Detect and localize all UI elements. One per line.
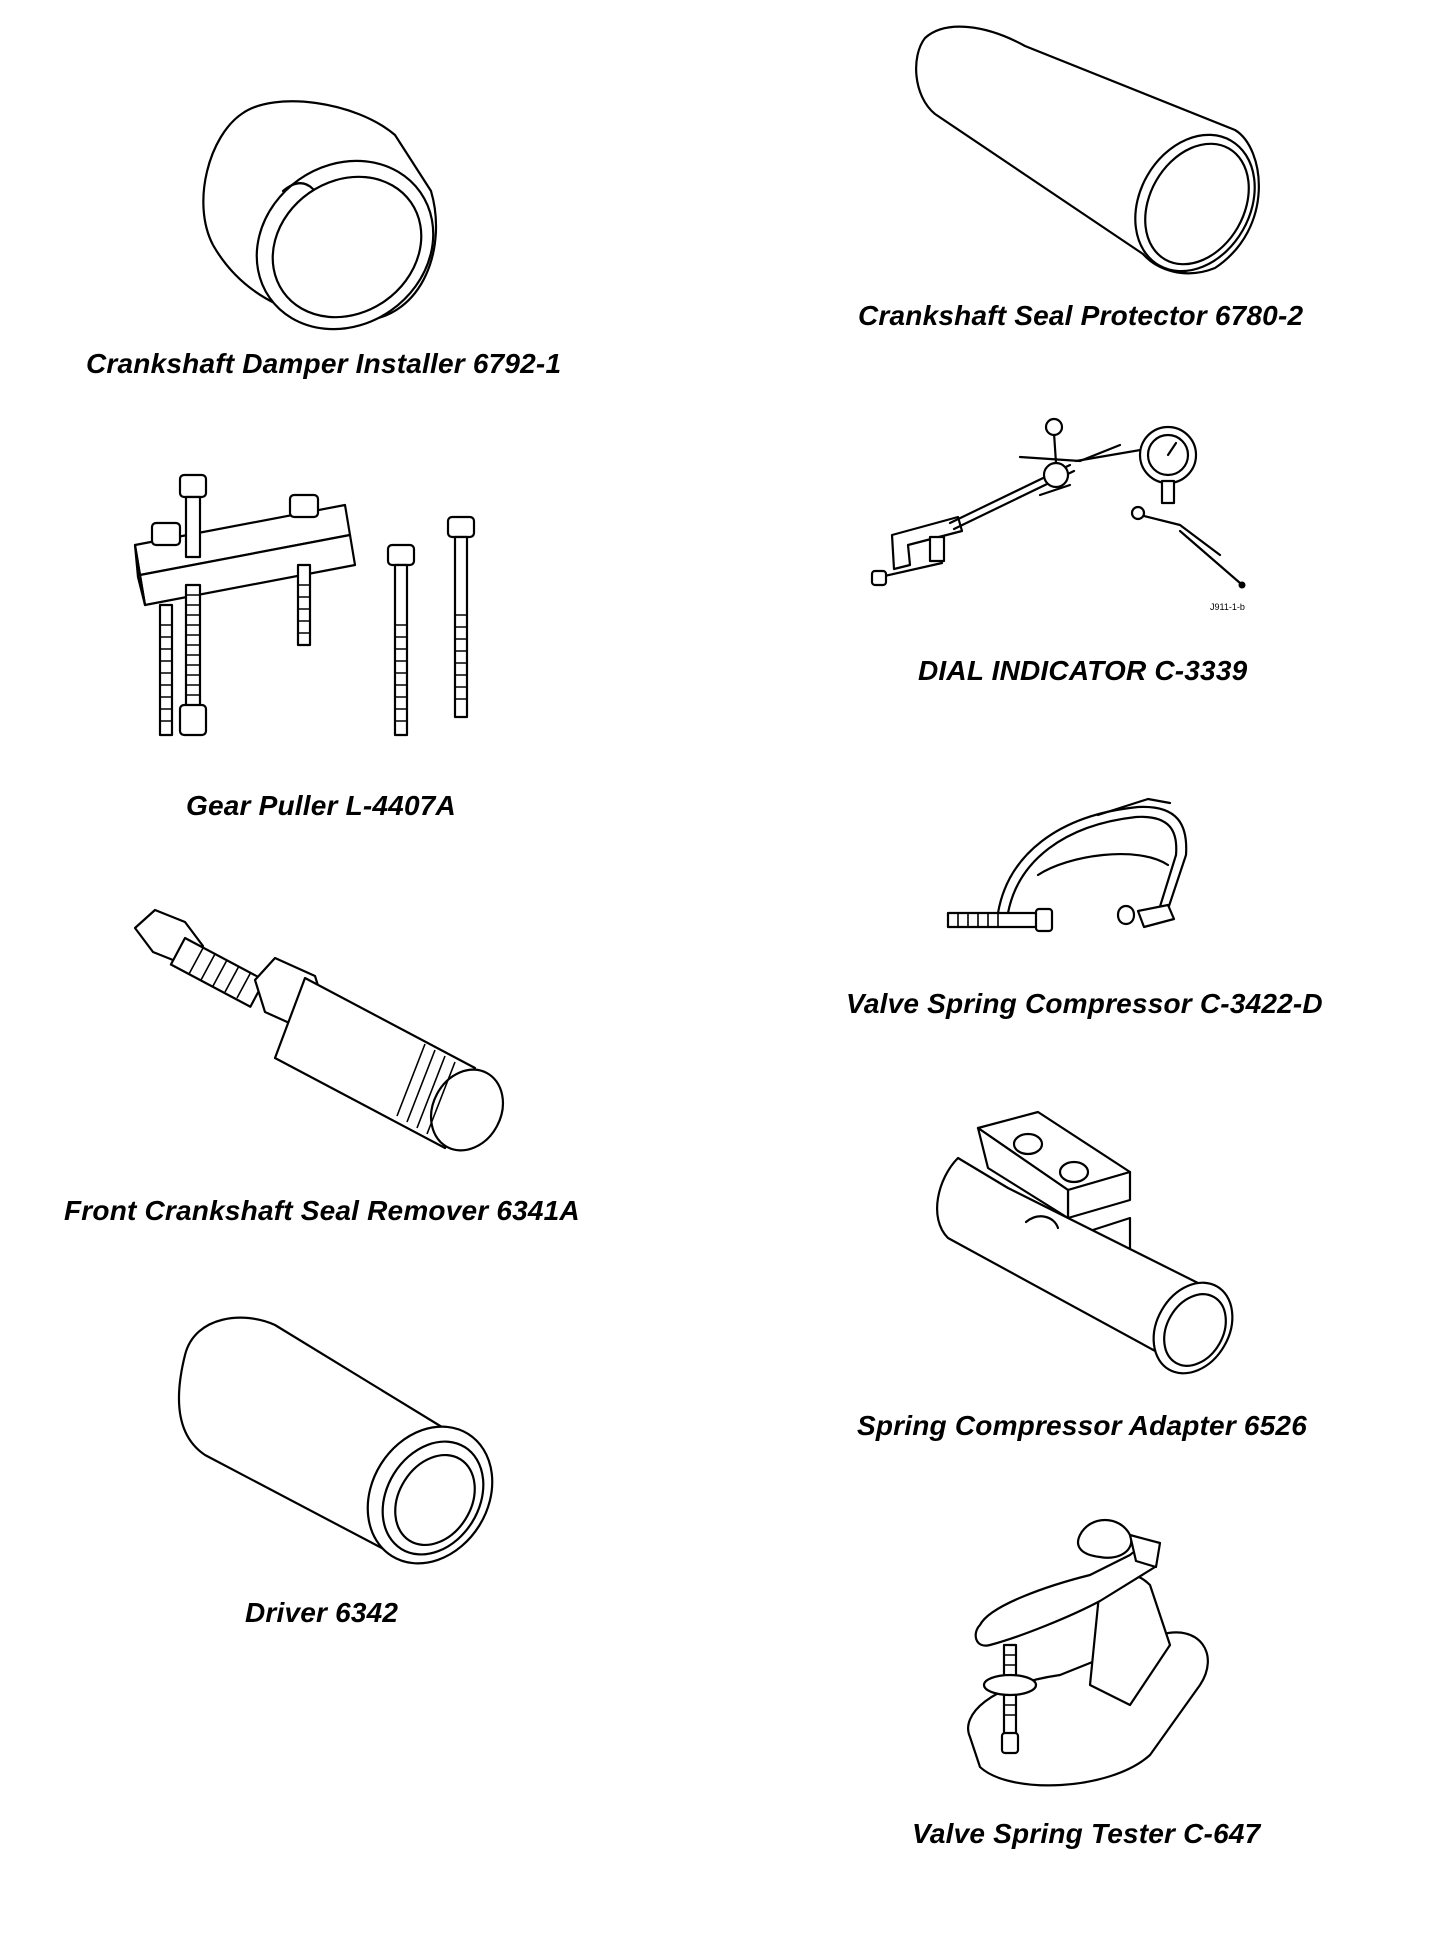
caption-front-crankshaft-seal-remover: Front Crankshaft Seal Remover 6341A [64, 1195, 580, 1226]
caption-gear-puller: Gear Puller L-4407A [186, 790, 456, 821]
dial-indicator-drawing [870, 405, 1290, 615]
caption-crankshaft-damper-installer: Crankshaft Damper Installer 6792-1 [86, 348, 562, 379]
caption-dial-indicator: DIAL INDICATOR C-3339 [918, 655, 1248, 686]
crankshaft-damper-installer-drawing [195, 95, 455, 330]
caption-valve-spring-tester: Valve Spring Tester C-647 [912, 1818, 1261, 1849]
caption-driver: Driver 6342 [245, 1597, 399, 1628]
gear-puller-drawing [130, 465, 490, 765]
front-crankshaft-seal-remover-drawing [125, 898, 525, 1178]
valve-spring-tester-drawing [950, 1505, 1220, 1795]
driver-drawing [165, 1305, 485, 1570]
valve-spring-compressor-drawing [938, 795, 1218, 945]
caption-valve-spring-compressor: Valve Spring Compressor C-3422-D [846, 988, 1323, 1019]
caption-spring-compressor-adapter: Spring Compressor Adapter 6526 [857, 1410, 1307, 1441]
caption-crankshaft-seal-protector: Crankshaft Seal Protector 6780-2 [858, 300, 1304, 331]
dial-indicator-figure-code: J911-1-b [1210, 602, 1245, 612]
crankshaft-seal-protector-drawing [905, 18, 1285, 278]
spring-compressor-adapter-drawing [918, 1108, 1248, 1378]
